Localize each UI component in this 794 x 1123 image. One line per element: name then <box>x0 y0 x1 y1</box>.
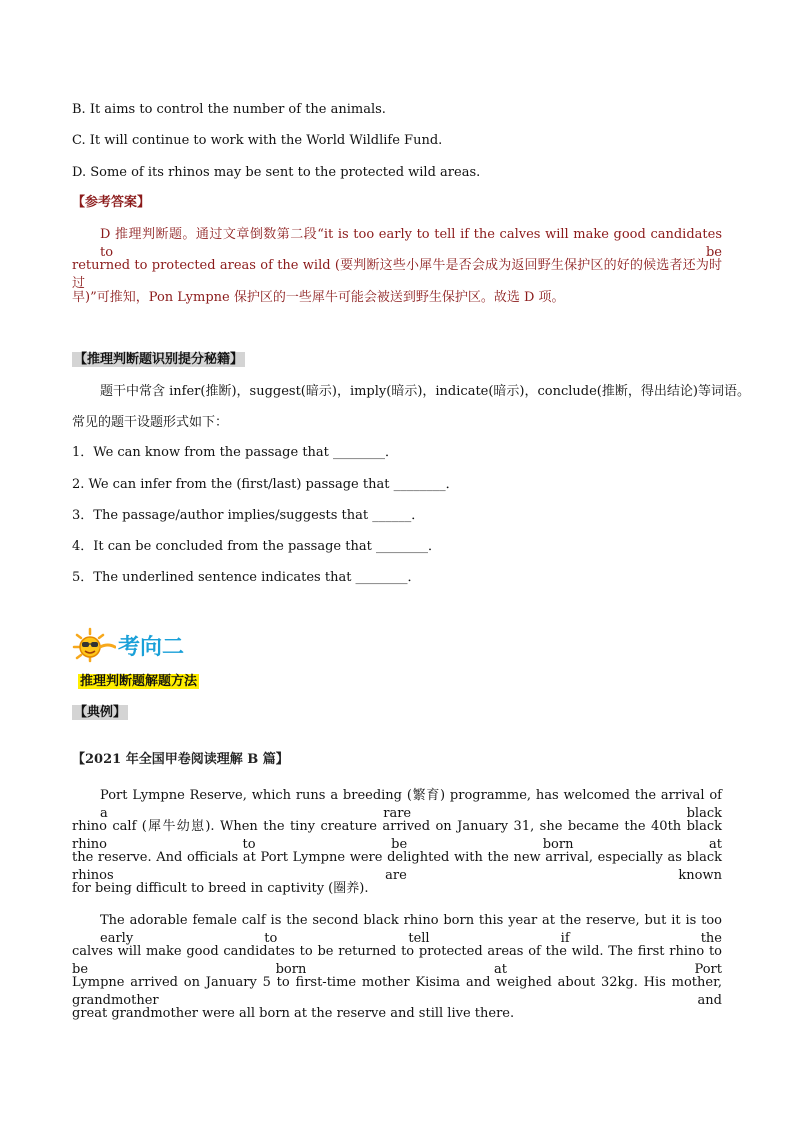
passage-p1-line-4: for being difficult to breed in captivity (圈养). <box>72 881 369 896</box>
passage-p1-line-3: the reserve. And officials at Port Lympne were delighted with the new arrival, especially as black rhinos are known <box>72 850 722 883</box>
answer-line-3: 早)”可推知，Pon Lympne 保护区的一些犀牛可能会被送到野生保护区。故选 D 项。 <box>72 290 565 305</box>
tips-item-1: 1．We can know from the passage that ________． <box>72 445 399 460</box>
example-label-text: 【典例】 <box>74 705 127 720</box>
option-b: B. It aims to control the number of the animals. <box>72 102 386 117</box>
option-c: C. It will continue to work with the World Wildlife Fund. <box>72 133 443 148</box>
answer-line-2: returned to protected areas of the wild (要判断这些小犀牛是否会成为返回野生保护区的好的候选者还为时过 <box>72 258 722 291</box>
tips-line-2: 常见的题干设题形式如下： <box>72 415 229 430</box>
passage-p2-line-3: Lympne arrived on January 5 to first-time mother Kisima and weighed about 32kg. His mother, grandmother and <box>72 975 722 1008</box>
tips-item-3: 3．The passage/author implies/suggests that ______． <box>72 508 425 523</box>
passage-p2-line-2: calves will make good candidates to be returned to protected areas of the wild. The first rhino to be born at Port <box>72 944 722 977</box>
tips-item-5: 5．The underlined sentence indicates that ________． <box>72 570 421 585</box>
tips-label-text: 【推理判断题识别提分秘籍】 <box>74 352 244 367</box>
tips-line-1: 题干中常含 infer(推断)，suggest(暗示)，imply(暗示)，indicate(暗示)，conclude(推断，得出结论)等词语。 <box>100 384 750 399</box>
section-subtitle <box>78 673 199 691</box>
passage-source: 【2021 年全国甲卷阅读理解 B 篇】 <box>72 752 289 767</box>
section-subtitle-text: 推理判断题解题方法 <box>80 674 198 689</box>
option-d: D. Some of its rhinos may be sent to the protected wild areas. <box>72 165 481 180</box>
tips-item-4: 4．It can be concluded from the passage that ________． <box>72 539 441 554</box>
answer-label: 【参考答案】 <box>72 195 151 210</box>
tips-item-2: 2. We can infer from the (first/last) passage that ________． <box>72 477 459 492</box>
tips-label <box>72 351 245 369</box>
passage-p1-line-1: Port Lympne Reserve, which runs a breeding (繁育) programme, has welcomed the arrival of a rare black <box>100 788 722 821</box>
passage-p2-line-1: The adorable female calf is the second black rhino born this year at the reserve, but it is too early to tell if the <box>100 913 722 946</box>
section-title: 考向二 <box>118 634 185 660</box>
passage-p2-line-4: great grandmother were all born at the reserve and still live there. <box>72 1006 515 1021</box>
example-label <box>72 704 128 722</box>
passage-p1-line-2: rhino calf (犀牛幼崽). When the tiny creature arrived on January 31, she became the 40th black rhino to be born at <box>72 819 722 852</box>
sun-icon <box>72 627 116 663</box>
answer-line-1: D 推理判断题。通过文章倒数第二段“it is too early to tell if the calves will make good candidates to be <box>100 227 722 260</box>
section-heading <box>72 627 184 663</box>
